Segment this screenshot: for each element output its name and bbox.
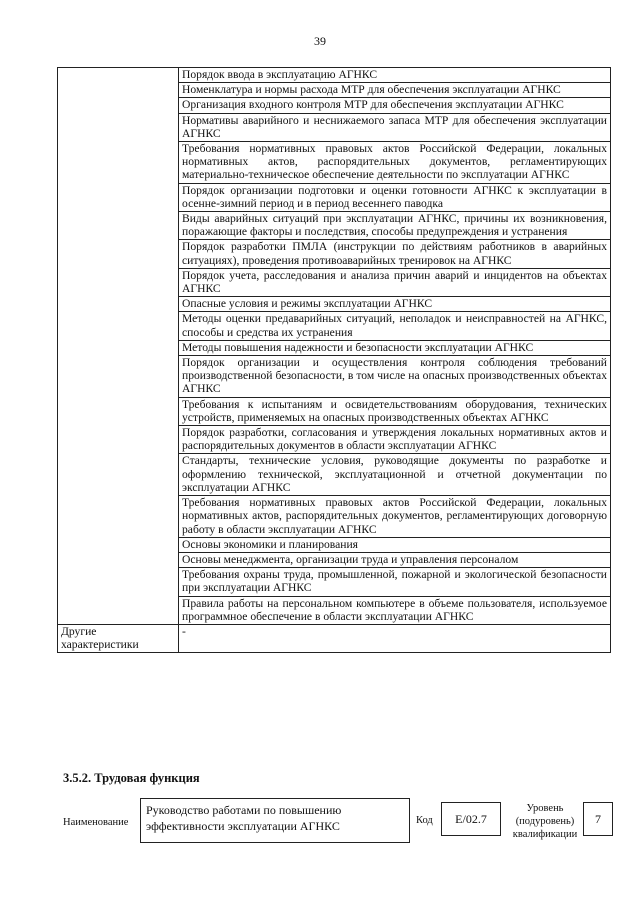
section-title: 3.5.2. Трудовая функция bbox=[63, 771, 200, 785]
requirement-text: Требования нормативных правовых актов Российской Федерации, локальных нормативных актов, распорядительных документов, регламентирующих материально-техническое обеспечение деятельности по эксплуатации АГНКС bbox=[179, 142, 611, 184]
function-name-box: Руководство работами по повышению эффективности эксплуатации АГНКС bbox=[140, 798, 410, 843]
requirement-text: Организация входного контроля МТР для обеспечения эксплуатации АГНКС bbox=[179, 98, 611, 113]
requirement-text: Требования к испытаниям и освидетельствованиям оборудования, технических устройств, применяемых на опасных производственных объектах АГНКС bbox=[179, 397, 611, 425]
requirement-text: Опасные условия и режимы эксплуатации АГНКС bbox=[179, 297, 611, 312]
level-box: 7 bbox=[583, 802, 613, 836]
requirement-text: Нормативы аварийного и неснижаемого запаса МТР для обеспечения эксплуатации АГНКС bbox=[179, 113, 611, 141]
table-row bbox=[58, 624, 611, 652]
requirements-table bbox=[57, 67, 611, 653]
requirement-text: Правила работы на персональном компьютере в объеме пользователя, используемое программное обеспечение в области эксплуатации АГНКС bbox=[179, 596, 611, 624]
requirement-text: Порядок организации и осуществления контроля соблюдения требований производственной безопасности, в том числе на опасных производственных объектах АГНКС bbox=[179, 356, 611, 398]
requirement-text: Порядок разработки ПМЛА (инструкции по действиям работников в аварийных ситуациях), проведения противоаварийных тренировок на АГНКС bbox=[179, 240, 611, 268]
requirement-text: Порядок ввода в эксплуатацию АГНКС bbox=[179, 68, 611, 83]
requirement-text: Методы оценки предаварийных ситуаций, неполадок и неисправностей на АГНКС, способы и средства их устранения bbox=[179, 312, 611, 340]
level-label: Уровень (подуровень) квалификации bbox=[512, 803, 578, 840]
requirement-text: - bbox=[179, 624, 611, 652]
requirement-text: Номенклатура и нормы расхода МТР для обеспечения эксплуатации АГНКС bbox=[179, 83, 611, 98]
code-label: Код bbox=[416, 815, 433, 826]
requirement-text: Методы повышения надежности и безопасности эксплуатации АГНКС bbox=[179, 340, 611, 355]
requirement-text: Стандарты, технические условия, руководящие документы по разработке и оформлению технической, эксплуатационной и отчетной документации по эксплуатации АГНКС bbox=[179, 454, 611, 496]
requirement-text: Порядок разработки, согласования и утверждения локальных нормативных актов и распорядительных документов в области эксплуатации АГНКС bbox=[179, 426, 611, 454]
requirement-text: Требования нормативных правовых актов Российской Федерации, локальных нормативных актов, распорядительных документов, регламентирующих договорную работу в области эксплуатации АГНКС bbox=[179, 496, 611, 538]
requirement-text: Виды аварийных ситуаций при эксплуатации АГНКС, причины их возникновения, поражающие факторы и последствия, способы предупреждения и устранения bbox=[179, 212, 611, 240]
table-row bbox=[58, 68, 611, 83]
code-box: E/02.7 bbox=[441, 802, 501, 836]
row-label bbox=[58, 68, 179, 625]
requirement-text: Порядок учета, расследования и анализа причин аварий и инцидентов на объектах АГНКС bbox=[179, 268, 611, 296]
page-number: 39 bbox=[314, 34, 326, 48]
requirement-text: Основы экономики и планирования bbox=[179, 537, 611, 552]
requirement-text: Основы менеджмента, организации труда и управления персоналом bbox=[179, 552, 611, 567]
name-label: Наименование bbox=[63, 817, 129, 828]
requirement-text: Порядок организации подготовки и оценки готовности АГНКС к эксплуатации в осенне-зимний период и в период весеннего паводка bbox=[179, 183, 611, 211]
row-label: Другие характеристики bbox=[58, 624, 179, 652]
requirement-text: Требования охраны труда, промышленной, пожарной и экологической безопасности при эксплуатации АГНКС bbox=[179, 568, 611, 596]
